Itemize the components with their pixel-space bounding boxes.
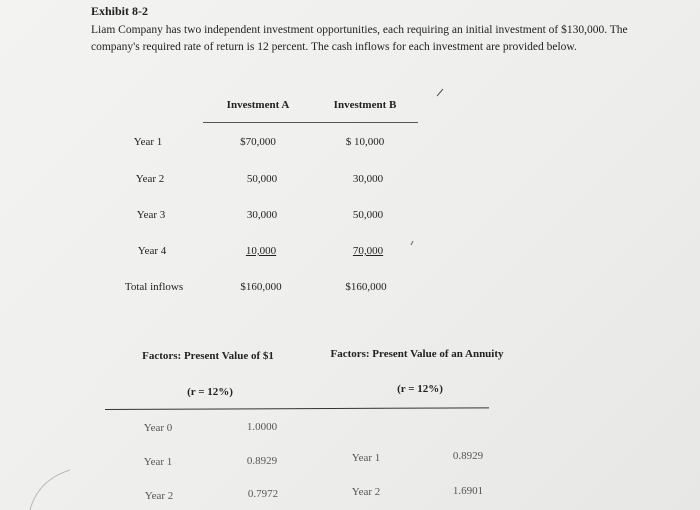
row-label: Year 4 xyxy=(137,245,167,257)
investment-a-value: 10,000 xyxy=(245,245,277,257)
investment-b-value: $ 10,000 xyxy=(345,136,385,148)
pv1-factor-value: 0.7972 xyxy=(247,488,279,500)
exhibit-title: Exhibit 8-2 xyxy=(91,4,149,18)
investment-b-value: 50,000 xyxy=(352,209,384,221)
annuity-year-label: Year 1 xyxy=(351,452,381,464)
pv-of-1-rate: (r = 12%) xyxy=(187,386,233,398)
row-label: Year 3 xyxy=(136,209,166,221)
row-label: Year 1 xyxy=(133,136,163,148)
pv-of-annuity-title: Factors: Present Value of an Annuity xyxy=(330,348,504,360)
investment-a-value: 30,000 xyxy=(246,209,278,221)
investment-b-value: $160,000 xyxy=(345,281,387,293)
col-header-investment-a: Investment A xyxy=(226,99,290,111)
annuity-factor-value: 1.6901 xyxy=(452,485,484,497)
pv1-year-label: Year 0 xyxy=(143,422,173,434)
row-label: Total inflows xyxy=(124,281,184,293)
pv1-year-label: Year 1 xyxy=(143,456,173,468)
row-label: Year 2 xyxy=(135,173,165,185)
investment-b-value: 70,000 xyxy=(352,245,384,257)
investment-b-value: 30,000 xyxy=(352,173,384,185)
annuity-factor-value: 0.8929 xyxy=(452,450,484,462)
problem-intro: Liam Company has two independent investment opportunities, each requiring an initial investment of $130,000. The company's required rate of return is 12 percent. The cash inflows for each investment are provided below. xyxy=(91,24,628,53)
pv-of-1-title: Factors: Present Value of $1 xyxy=(142,350,274,362)
pv1-factor-value: 1.0000 xyxy=(246,421,278,433)
col-header-investment-b: Investment B xyxy=(333,99,397,111)
investment-a-value: $70,000 xyxy=(240,136,276,148)
pv1-factor-value: 0.8929 xyxy=(246,455,278,467)
investment-a-value: 50,000 xyxy=(246,173,278,185)
investment-a-value: $160,000 xyxy=(240,281,282,293)
annuity-year-label: Year 2 xyxy=(351,486,381,498)
pv-of-annuity-rate: (r = 12%) xyxy=(397,383,443,395)
pv1-year-label: Year 2 xyxy=(144,490,174,502)
